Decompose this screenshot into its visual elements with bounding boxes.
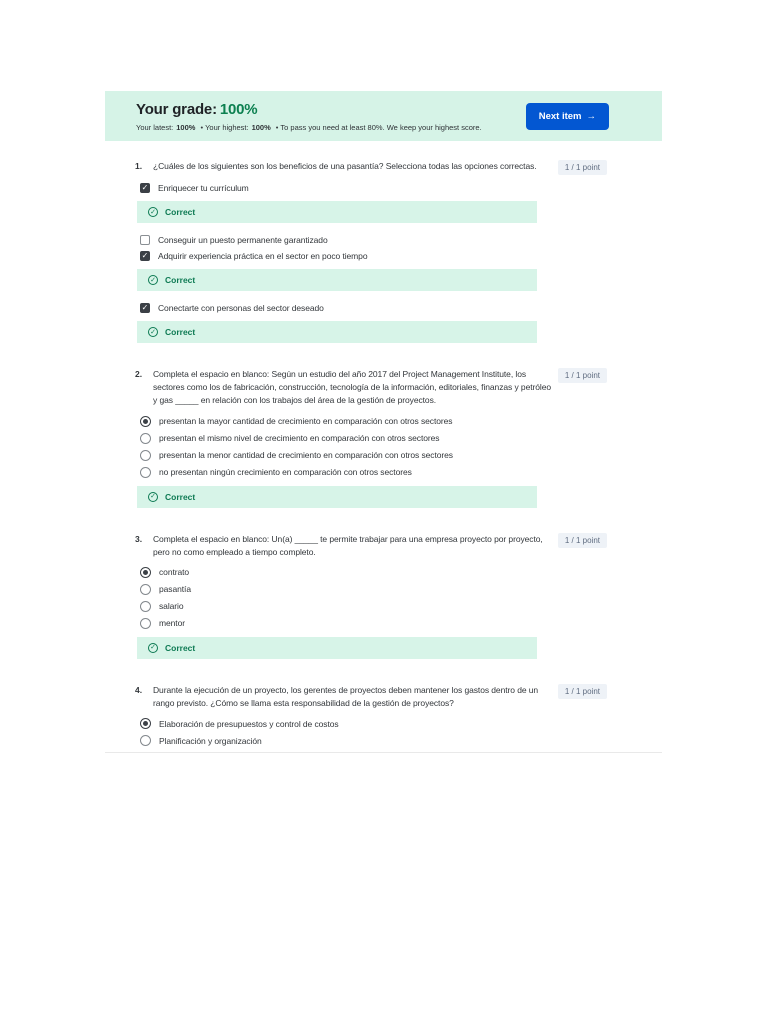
check-circle-icon: ✓: [148, 207, 158, 217]
checkbox-checked-icon[interactable]: ✓: [141, 303, 149, 312]
option-label: Adquirir experiencia práctica en el sector en poco tiempo: [158, 251, 368, 261]
quiz-content: [105, 91, 662, 753]
latest-value: 100%: [176, 122, 196, 132]
question-1-options: [105, 183, 662, 343]
question-2-header: [105, 368, 662, 408]
checkbox-option[interactable]: [105, 183, 662, 193]
radio-option[interactable]: [105, 433, 662, 444]
separator-dot: •: [200, 122, 204, 132]
arrow-right-icon: →: [586, 110, 596, 122]
question-1: [105, 160, 662, 343]
checkbox-checked-icon[interactable]: ✓: [141, 183, 149, 192]
question-text: Durante la ejecución de un proyecto, los gerentes de proyectos deben mantener los gastos dentro de un rango previsto. ¿Cómo se llama esta responsabilidad de la gestión de proyectos?: [153, 684, 539, 709]
correct-banner: [137, 321, 537, 343]
radio-option[interactable]: [105, 718, 662, 729]
option-label: no presentan ningún crecimiento en comparación con otros sectores: [159, 467, 412, 478]
question-4-header: [105, 684, 662, 710]
pass-note: To pass you need at least 80%. We keep your highest score.: [280, 122, 482, 132]
highest-label: Your highest:: [205, 122, 249, 132]
check-circle-icon: ✓: [148, 492, 158, 502]
points-badge: 1 / 1 point: [558, 368, 607, 383]
question-number: 4.: [135, 684, 143, 695]
question-text: Completa el espacio en blanco: Según un estudio del año 2017 del Project Management Institute, los sectores como los de fabricación, construcción, tecnología de la información, editoriales, finanzas y petróleo y gas _____ en relación con los trabajos del área de la gestión de proyectos.: [153, 369, 552, 406]
radio-unselected-icon[interactable]: [140, 735, 151, 746]
checkbox-option[interactable]: [105, 251, 662, 261]
correct-label: Correct: [165, 491, 196, 502]
next-item-button[interactable]: [526, 103, 609, 130]
grade-value: 100%: [219, 100, 258, 118]
question-3-header: [105, 533, 662, 559]
grade-subtext: [136, 123, 485, 132]
question-number: 1.: [135, 161, 143, 171]
radio-unselected-icon[interactable]: [140, 450, 151, 461]
question-number: 3.: [135, 533, 143, 544]
check-circle-icon: ✓: [148, 327, 158, 337]
radio-unselected-icon[interactable]: [140, 601, 151, 612]
radio-selected-icon[interactable]: [140, 416, 151, 427]
option-label: mentor: [159, 618, 185, 629]
question-number: 2.: [135, 369, 143, 379]
correct-label: Correct: [165, 207, 196, 217]
correct-banner: [137, 637, 537, 659]
checkbox-unchecked-icon[interactable]: [140, 235, 150, 245]
correct-banner: [137, 269, 537, 291]
radio-option[interactable]: [105, 467, 662, 478]
correct-banner: [137, 201, 537, 223]
option-label: Conseguir un puesto permanente garantizado: [158, 235, 328, 245]
page-cut-divider: [105, 752, 662, 753]
question-3-options: [105, 567, 662, 659]
radio-option[interactable]: [105, 618, 662, 629]
checkbox-option[interactable]: [105, 303, 662, 313]
question-4: [105, 684, 662, 746]
radio-unselected-icon[interactable]: [140, 433, 151, 444]
radio-option[interactable]: [105, 601, 662, 612]
question-2: [105, 368, 662, 508]
option-label: presentan la mayor cantidad de crecimiento en comparación con otros sectores: [159, 416, 453, 427]
points-badge: 1 / 1 point: [558, 533, 607, 548]
question-text: ¿Cuáles de los siguientes son los beneficios de una pasantía? Selecciona todas las opciones correctas.: [153, 161, 537, 171]
checkbox-checked-icon[interactable]: ✓: [141, 251, 149, 260]
radio-option[interactable]: [105, 584, 662, 595]
option-label: Planificación y organización: [159, 735, 262, 746]
correct-label: Correct: [165, 642, 196, 653]
grade-title-label: Your grade:: [136, 100, 217, 118]
radio-unselected-icon[interactable]: [140, 584, 151, 595]
option-label: contrato: [159, 567, 190, 578]
option-label: Elaboración de presupuestos y control de costos: [159, 718, 339, 729]
option-label: Conectarte con personas del sector deseado: [158, 303, 324, 313]
points-badge: 1 / 1 point: [558, 160, 607, 175]
latest-label: Your latest:: [136, 122, 174, 132]
radio-option[interactable]: [105, 416, 662, 427]
check-circle-icon: ✓: [148, 643, 158, 653]
question-3: [105, 533, 662, 659]
next-item-label: Next item: [538, 110, 582, 122]
grade-summary: [136, 101, 485, 132]
checkbox-option[interactable]: [105, 235, 662, 245]
highest-value: 100%: [251, 122, 271, 132]
grade-title: [136, 101, 485, 118]
correct-label: Correct: [165, 327, 196, 337]
question-4-options: [105, 718, 662, 746]
separator-dot: •: [275, 122, 279, 132]
questions-list: [105, 160, 662, 753]
grade-banner: [105, 91, 662, 141]
option-label: presentan el mismo nivel de crecimiento en comparación con otros sectores: [159, 433, 440, 444]
correct-label: Correct: [165, 275, 196, 285]
radio-option[interactable]: [105, 450, 662, 461]
option-label: salario: [159, 601, 184, 612]
option-label: pasantía: [159, 584, 191, 595]
question-1-header: [105, 160, 662, 175]
radio-unselected-icon[interactable]: [140, 618, 151, 629]
radio-selected-icon[interactable]: [140, 567, 151, 578]
question-2-options: [105, 416, 662, 508]
option-label: Enriquecer tu currículum: [158, 183, 249, 193]
question-text: Completa el espacio en blanco: Un(a) _____ te permite trabajar para una empresa proyecto por proyecto, pero no como empleado a tiempo completo.: [153, 533, 543, 557]
correct-banner: [137, 486, 537, 508]
radio-option[interactable]: [105, 567, 662, 578]
radio-selected-icon[interactable]: [140, 718, 151, 729]
points-badge: 1 / 1 point: [558, 684, 607, 699]
radio-unselected-icon[interactable]: [140, 467, 151, 478]
check-circle-icon: ✓: [148, 275, 158, 285]
radio-option[interactable]: [105, 735, 662, 746]
option-label: presentan la menor cantidad de crecimiento en comparación con otros sectores: [159, 450, 453, 461]
